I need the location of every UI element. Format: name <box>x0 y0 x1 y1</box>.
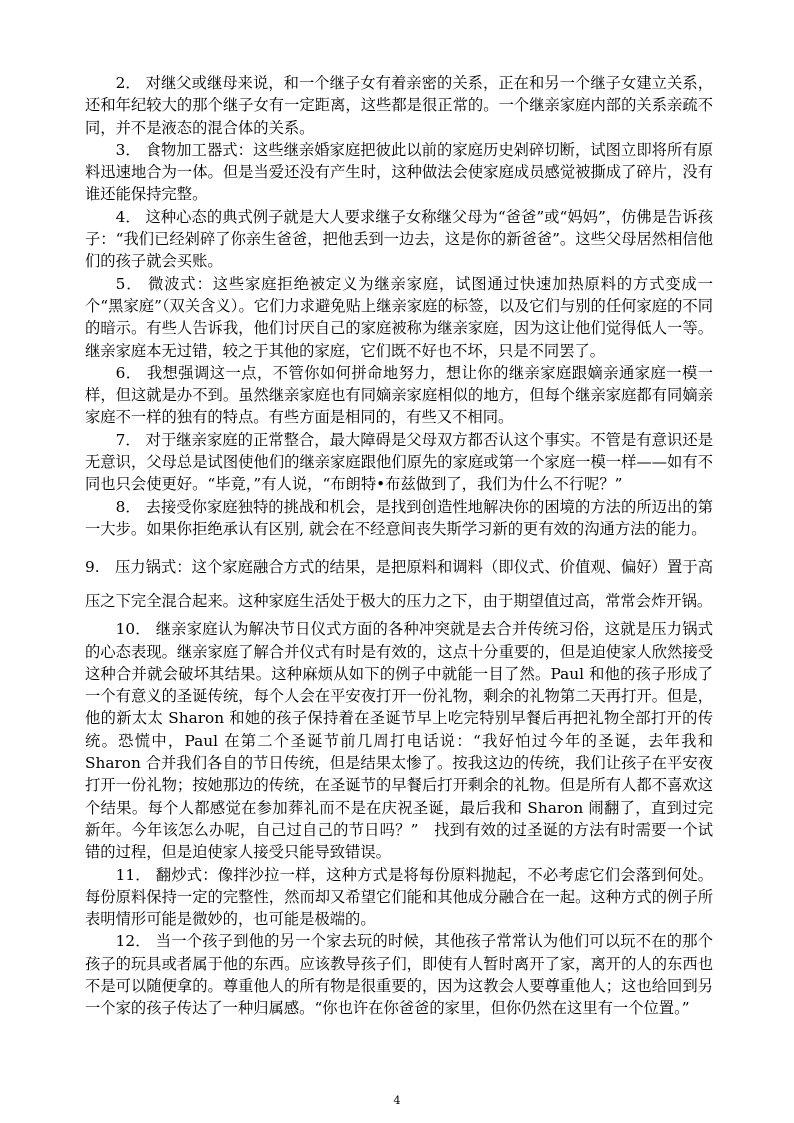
paragraph-11: 11． 翻炒式：像拌沙拉一样，这种方式是将每份原料抛起，不必考虑它们会落到何处。每份原料保持一定的完整性，然而却又希望它们能和其他成分融合在一起。这种方式的例子所表明情形可能是微妙的，也可能是极端的。 <box>85 865 713 929</box>
paragraph-3: 3． 食物加工器式：这些继亲婚家庭把彼此以前的家庭历史剁碎切断，试图立即将所有原料迅速地合为一体。但是当爱还没有产生时，这种做法会使家庭成员感觉被撕成了碎片，没有谁还能保持完整。 <box>85 140 713 204</box>
paragraph-2: 2． 对继父或继母来说，和一个继子女有着亲密的关系，正在和另一个继子女建立关系，还和年纪较大的那个继子女有一定距离，这些都是很正常的。一个继亲家庭内部的关系亲疏不同，并不是液态的混合体的关系。 <box>85 74 713 137</box>
paragraph-5: 5． 微波式：这些家庭拒绝被定义为继亲家庭，试图通过快速加热原料的方式变成一个“黑家庭”（双关含义）。它们力求避免贴上继亲家庭的标签，以及它们与别的任何家庭的不同的暗示。有些人告诉我，他们讨厌自己的家庭被称为继亲家庭，因为这让他们觉得低人一等。继亲家庭本无过错，较之于其他的家庭，它们既不好也不坏，只是不同罢了。 <box>85 274 713 360</box>
paragraph-4: 4． 这种心态的典式例子就是大人要求继子女称继父母为“爸爸”或“妈妈”，仿佛是告诉孩子：“我们已经剁碎了你亲生爸爸，把他丢到一边去，这是你的新爸爸”。这些父母居然相信他们的孩子就会买账。 <box>85 207 713 271</box>
paragraph-8: 8． 去接受你家庭独特的挑战和机会，是找到创造性地解决你的困境的方法的所迈出的第一大步。如果你拒绝承认有区别, 就会在不经意间丧失斯学习新的更有效的沟通方法的能力。 <box>85 497 713 538</box>
page-number: 4 <box>393 1094 401 1107</box>
paragraph-10: 10． 继亲家庭认为解决节日仪式方面的各种冲突就是去合并传统习俗，这就是压力锅式的心态表现。继亲家庭了解合并仪式有时是有效的，这点十分重要的，但是迫使家人欣然接受这种合并就会破坏其结果。这种麻烦从如下的例子中就能一目了然。Paul 和他的孩子形成了一个有意义的圣诞传统，每个人会在平安夜打开一份礼物，剩余的礼物第二天再打开。但是，他的新太太 Sharon 和她的孩子保持着在圣诞节早上吃完特别早餐后再把礼物全部打开的传统。恐慌中，Paul 在第二个圣诞节前几周打电话说：“我好怕过今年的圣诞，去年我和 Sharon 合并我们各自的节日传统，但是结果太惨了。按我这边的传统，我们让孩子在平安夜打开一份礼物；按她那边的传统，在圣诞节的早餐后打开剩余的礼物。但是所有人都不喜欢这个结果。每个人都感觉在参加葬礼而不是在庆祝圣诞，最后我和 Sharon 闹翻了，直到过完新年。今年该怎么办呢，自己过自己的节日吗？” 找到有效的过圣诞的方法有时需要一个试错的过程，但是迫使家人接受只能导致错误。 <box>85 620 713 862</box>
paragraph-6: 6． 我想强调这一点，不管你如何拼命地努力，想让你的继亲家庭跟嫡亲通家庭一模一样，但这就是办不到。虽然继亲家庭也有同嫡亲家庭相似的地方，但每个继亲家庭都有同嫡亲家庭不一样的独有的特点。有些方面是相同的，有些又不相同。 <box>85 363 713 427</box>
paragraph-7: 7． 对于继亲家庭的正常整合，最大障碍是父母双方都否认这个事实。不管是有意识还是无意识，父母总是试图使他们的继亲家庭跟他们原先的家庭或第一个家庭一模一样——如有不同也只会使更好。“毕竟，”有人说，“布朗特•布兹做到了，我们为什么不行呢？” <box>85 430 713 494</box>
paragraph-9: 9. 压力锅式：这个家庭融合方式的结果，是把原料和调料（即仪式、价值观、偏好）置于高压之下完全混合起来。这种家庭生活处于极大的压力之下，由于期望值过高，常常会炸开锅。 <box>85 558 713 611</box>
paragraph-12: 12． 当一个孩子到他的另一个家去玩的时候，其他孩子常常认为他们可以玩不在的那个孩子的玩具或者属于他的东西。应该教导孩子们，即使有人暂时离开了家，离开的人的东西也不是可以随便拿的。尊重他人的所有物是很重要的，因为这教会人要尊重他人；这也给回到另一个家的孩子传达了一种归属感。“你也许在你爸爸的家里，但你仍然在这里有一个位置。” <box>85 932 713 1018</box>
document-body <box>85 72 713 1020</box>
